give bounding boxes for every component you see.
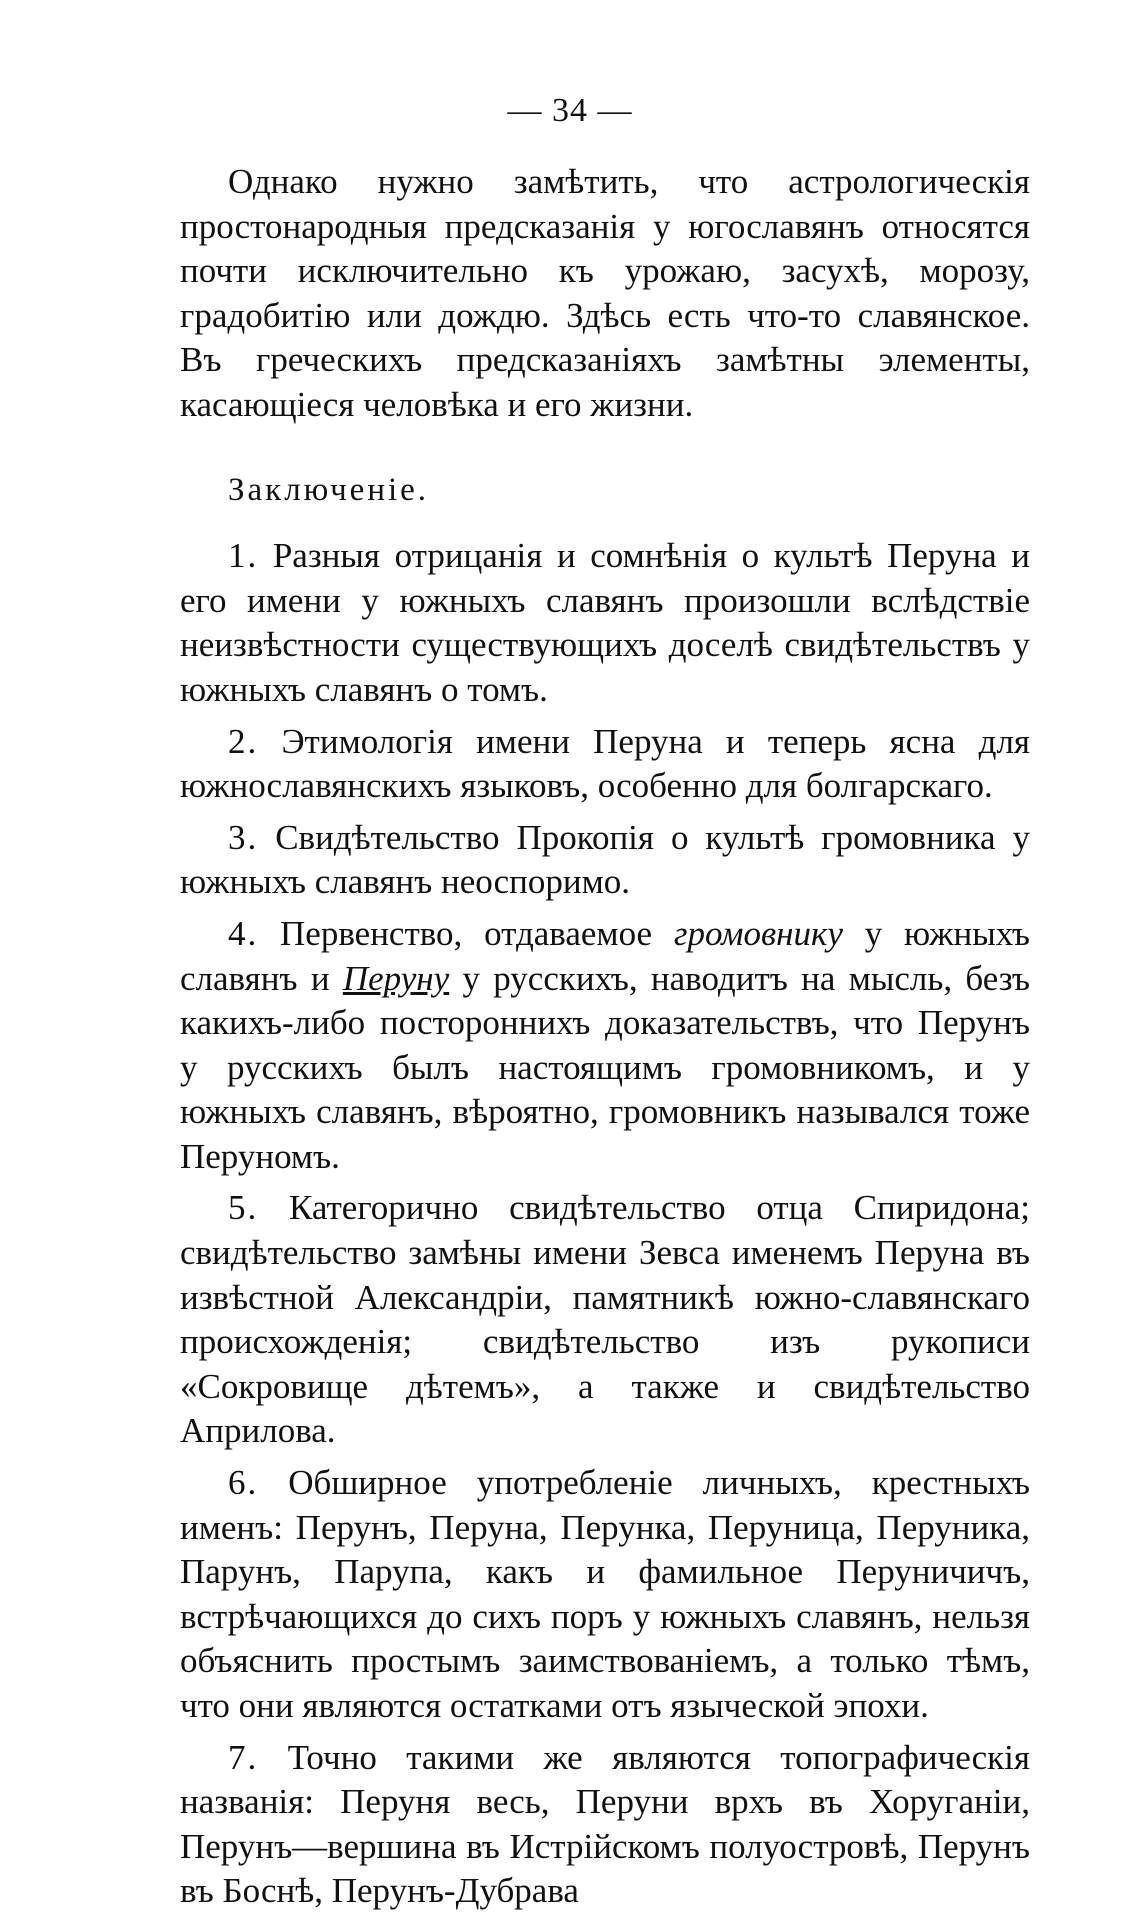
item-text: Обширное употребленіе личныхъ, крестныхъ именъ: Перунъ, Перуна, Перунка, Перуница, Перуника, Парунъ, Парупа, какъ и фамильное Перуничичъ, встрѣчающихся до сихъ поръ у южныхъ славянъ, нельзя объяснить простымъ заимствованіемъ, а только тѣмъ, что они являются остатками отъ языческой эпохи. xyxy=(180,1463,1030,1725)
section-title-conclusion: Заключеніе. xyxy=(228,471,430,508)
item-number: 5. xyxy=(228,1188,259,1228)
item-text: у русскихъ, наводитъ на мысль, безъ какихъ-либо постороннихъ доказательствъ, что Перунъ у русскихъ былъ настоящимъ громовникомъ, и у южныхъ славянъ, вѣроятно, громовникъ назывался тоже Перуномъ. xyxy=(180,958,1031,1176)
emphasis-perun: Перуну xyxy=(342,958,450,998)
item-text: Свидѣтельство Прокопія о культѣ громовника у южныхъ славянъ неоспоримо. xyxy=(180,817,1030,902)
item-number: 1. xyxy=(228,536,259,576)
item-text: Этимологія имени Перуна и теперь ясна для южнославянскихъ языковъ, особенно для болгарскаго. xyxy=(180,721,1031,806)
conclusion-item-2 xyxy=(180,720,1030,809)
page-number: — 34 — xyxy=(507,92,633,129)
item-text: Точно такими же являются топографическія названія: Перуня весь, Перуни врхъ въ Хоруганіи, Перунъ—вершина въ Истрійскомъ полуостровѣ, Перунъ въ Боснѣ, Перунъ-Дубрава xyxy=(180,1737,1030,1911)
item-number: 2. xyxy=(228,721,259,761)
conclusion-item-6 xyxy=(180,1461,1030,1729)
item-number: 4. xyxy=(228,913,259,953)
item-text: Разныя отрицанія и сомнѣнія о культѣ Перуна и его имени у южныхъ славянъ произошли вслѣдствіе неизвѣстности существующихъ доселѣ свидѣтельствъ у южныхъ славянъ о томъ. xyxy=(180,536,1031,709)
item-text: Категорично свидѣтельство отца Спиридона; свидѣтельство замѣны имени Зевса именемъ Перуна въ извѣстной Александріи, памятникѣ южно-славянскаго происхожденія; свидѣтельство изъ рукописи «Сокровище дѣтемъ», а также и свидѣтельство Априлова. xyxy=(180,1188,1030,1451)
emphasis-thunderer: громовнику xyxy=(673,913,843,953)
conclusion-item-7 xyxy=(180,1736,1030,1914)
conclusion-item-3 xyxy=(180,816,1030,905)
page-body xyxy=(180,160,1030,1921)
item-text: у южныхъ славянъ и xyxy=(180,913,1030,998)
conclusion-item-5 xyxy=(180,1186,1030,1454)
item-text: Первенство, отдаваемое xyxy=(280,913,653,953)
intro-paragraph: Однако нужно замѣтить, что астрологическія простонародныя предсказанія у югославянъ относятся почти исключительно къ урожаю, засухѣ, морозу, градобитію или дождю. Здѣсь есть что-то славянское. Въ греческихъ предсказаніяхъ замѣтны элементы, касающіеся человѣка и его жизни. xyxy=(180,162,1030,424)
conclusion-item-4 xyxy=(180,912,1030,1180)
item-number: 3. xyxy=(228,817,259,857)
item-number: 6. xyxy=(228,1463,259,1503)
conclusion-item-1 xyxy=(180,534,1030,712)
item-number: 7. xyxy=(228,1737,259,1777)
